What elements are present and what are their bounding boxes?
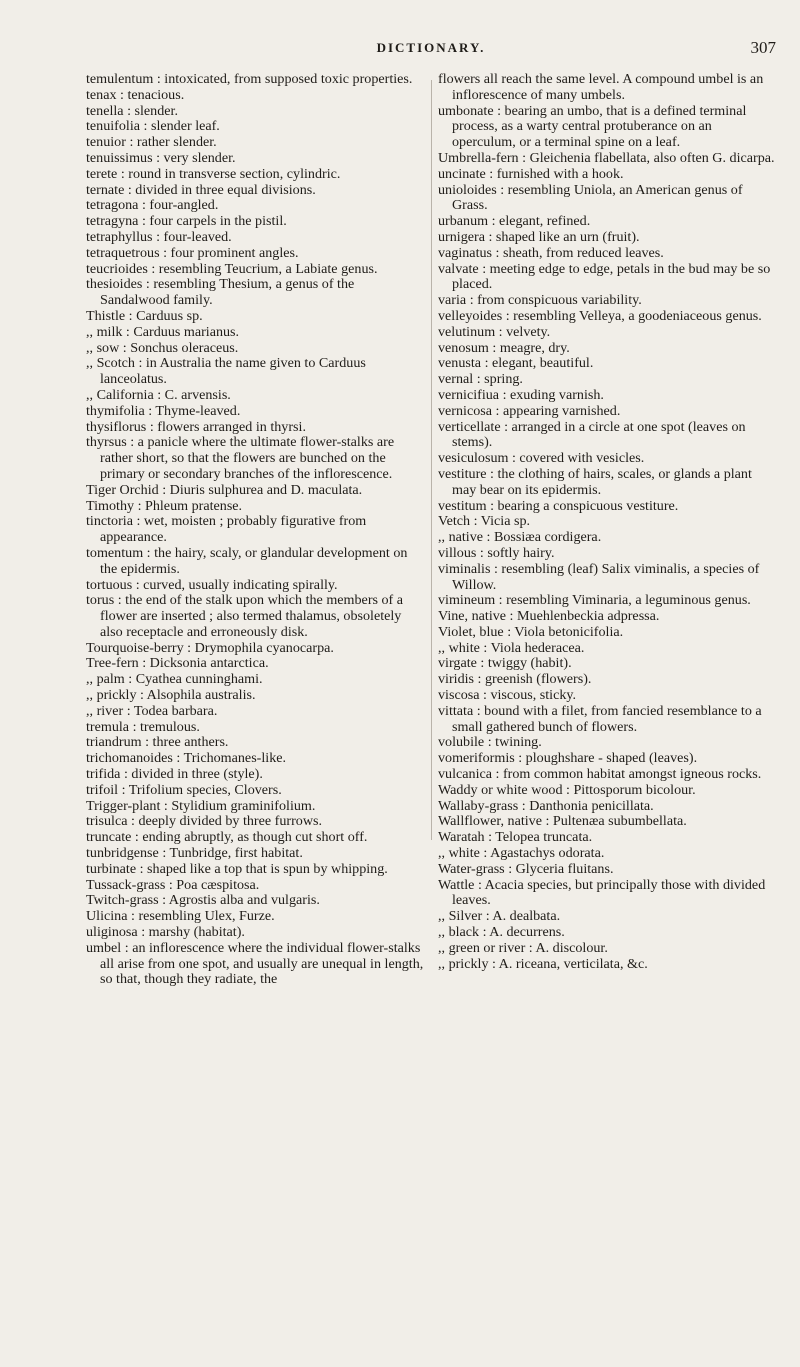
dictionary-entry: tortuous : curved, usually indicating spirally. xyxy=(86,576,338,593)
dictionary-entry: Wattle : Acacia species, but principally those with divided leaves. xyxy=(438,876,766,909)
dictionary-entry: villous : softly hairy. xyxy=(438,544,555,561)
dictionary-entry: Trigger-plant : Stylidium graminifolium. xyxy=(86,797,316,814)
dictionary-entry: tetraquetrous : four prominent angles. xyxy=(86,244,299,261)
dictionary-entry: ,, palm : Cyathea cunninghami. xyxy=(86,671,263,688)
dictionary-entry: trifoil : Trifolium species, Clovers. xyxy=(86,781,282,798)
dictionary-entry: truncate : ending abruptly, as though cut short off. xyxy=(86,829,368,846)
dictionary-entry: ,, green or river : A. discolour. xyxy=(438,939,608,956)
dictionary-entry: uliginosa : marshy (habitat). xyxy=(86,924,245,941)
left-column xyxy=(86,72,424,988)
dictionary-entry: tunbridgense : Tunbridge, first habitat. xyxy=(86,845,303,862)
dictionary-entry: viridis : greenish (flowers). xyxy=(438,671,592,688)
dictionary-entry: ,, prickly : A. riceana, verticilata, &c. xyxy=(438,955,648,972)
dictionary-entry: vernicosa : appearing varnished. xyxy=(438,402,621,419)
dictionary-entry: ,, native : Bossiæa cordigera. xyxy=(438,529,602,546)
dictionary-entry: ,, California : C. arvensis. xyxy=(86,386,231,403)
dictionary-entry: verticellate : arranged in a circle at one spot (leaves on stems). xyxy=(438,418,746,451)
dictionary-entry: varia : from conspicuous variability. xyxy=(438,292,642,309)
dictionary-entry: unioloides : resembling Uniola, an American genus of Grass. xyxy=(438,181,743,214)
dictionary-entry: Twitch-grass : Agrostis alba and vulgaris. xyxy=(86,892,320,909)
dictionary-entry: Wallaby-grass : Danthonia penicillata. xyxy=(438,797,654,814)
dictionary-entry: tenella : slender. xyxy=(86,102,178,119)
dictionary-entry: vulcanica : from common habitat amongst igneous rocks. xyxy=(438,766,762,783)
dictionary-entry: tetragona : four-angled. xyxy=(86,197,219,214)
dictionary-entry: ,, river : Todea barbara. xyxy=(86,702,218,719)
dictionary-entry: terete : round in transverse section, cylindric. xyxy=(86,165,341,182)
dictionary-entry: urbanum : elegant, refined. xyxy=(438,213,591,230)
dictionary-entry: triandrum : three anthers. xyxy=(86,734,229,751)
dictionary-entry: ,, white : Agastachys odorata. xyxy=(438,845,605,862)
dictionary-entry: Timothy : Phleum pratense. xyxy=(86,497,243,514)
dictionary-entry: trisulca : deeply divided by three furrows. xyxy=(86,813,323,830)
dictionary-entry: valvate : meeting edge to edge, petals in the bud may be so placed. xyxy=(438,260,771,293)
running-title: DICTIONARY. xyxy=(376,40,486,55)
column-divider xyxy=(431,80,432,840)
dictionary-entry: Wallflower, native : Pultenæa subumbellata. xyxy=(438,813,687,830)
dictionary-entry: uncinate : furnished with a hook. xyxy=(438,165,624,182)
dictionary-entry: Tree-fern : Dicksonia antarctica. xyxy=(86,655,269,672)
dictionary-entry: ternate : divided in three equal divisions. xyxy=(86,181,316,198)
dictionary-entry: Ulicina : resembling Ulex, Furze. xyxy=(86,908,275,925)
dictionary-entry: Violet, blue : Viola betonicifolia. xyxy=(438,623,624,640)
dictionary-entry: trifida : divided in three (style). xyxy=(86,766,263,783)
dictionary-entry: Waratah : Telopea truncata. xyxy=(438,829,593,846)
dictionary-entry: temulentum : intoxicated, from supposed toxic properties. xyxy=(86,71,413,87)
dictionary-entry: tenuior : rather slender. xyxy=(86,134,217,151)
dictionary-entry: ,, milk : Carduus marianus. xyxy=(86,323,240,340)
page-header xyxy=(86,40,776,64)
dictionary-entry: thymifolia : Thyme-leaved. xyxy=(86,402,241,419)
dictionary-entry: tinctoria : wet, moisten ; probably figurative from appearance. xyxy=(86,513,367,546)
dictionary-entry: Waddy or white wood : Pittosporum bicolour. xyxy=(438,781,696,798)
dictionary-entry: vestiture : the clothing of hairs, scales, or glands a plant may bear on its epidermis. xyxy=(438,465,752,498)
dictionary-entry: flowers all reach the same level. A compound umbel is an inflorescence of many umbels. xyxy=(438,71,764,103)
dictionary-entry: ,, Silver : A. dealbata. xyxy=(438,908,561,925)
dictionary-entry: tremula : tremulous. xyxy=(86,718,200,735)
dictionary-entry: umbel : an inflorescence where the individual flower-stalks all arise from one spot, and usually are unequal in length, so that, though they radiate, the xyxy=(86,939,424,988)
dictionary-entry: tetraphyllus : four-leaved. xyxy=(86,228,232,245)
dictionary-entry: ,, white : Viola hederacea. xyxy=(438,639,585,656)
dictionary-entry: torus : the end of the stalk upon which the members of a flower are inserted ; also termed thalamus, obsoletely also receptacle and erroneously disk. xyxy=(86,592,404,640)
dictionary-entry: thysiflorus : flowers arranged in thyrsi. xyxy=(86,418,306,435)
dictionary-entry: virgate : twiggy (habit). xyxy=(438,655,572,672)
dictionary-entry: Vetch : Vicia sp. xyxy=(438,513,531,530)
dictionary-entry: ,, black : A. decurrens. xyxy=(438,924,565,941)
dictionary-entry: trichomanoides : Trichomanes-like. xyxy=(86,750,287,767)
dictionary-entry: viminalis : resembling (leaf) Salix viminalis, a species of Willow. xyxy=(438,560,760,593)
dictionary-entry: volubile : twining. xyxy=(438,734,542,751)
dictionary-entry: tenuifolia : slender leaf. xyxy=(86,118,220,135)
dictionary-entry: vomeriformis : ploughshare - shaped (leaves). xyxy=(438,750,698,767)
dictionary-entry: Thistle : Carduus sp. xyxy=(86,307,203,324)
dictionary-entry: thyrsus : a panicle where the ultimate flower-stalks are rather short, so that the flowers are bunched on the primary or secondary branches of the inflorescence. xyxy=(86,434,395,482)
dictionary-entry: ,, Scotch : in Australia the name given to Carduus lanceolatus. xyxy=(86,355,366,388)
dictionary-entry: tenax : tenacious. xyxy=(86,86,185,103)
dictionary-entry: vimineum : resembling Viminaria, a leguminous genus. xyxy=(438,592,751,609)
dictionary-entry: vesiculosum : covered with vesicles. xyxy=(438,450,645,467)
dictionary-entry: vestitum : bearing a conspicuous vestiture. xyxy=(438,497,679,514)
dictionary-entry: Tussack-grass : Poa cæspitosa. xyxy=(86,876,260,893)
dictionary-entry: vaginatus : sheath, from reduced leaves. xyxy=(438,244,664,261)
dictionary-entry: tetragyna : four carpels in the pistil. xyxy=(86,213,287,230)
dictionary-entry: viscosa : viscous, sticky. xyxy=(438,687,577,704)
dictionary-entry: tenuissimus : very slender. xyxy=(86,149,236,166)
dictionary-entry: thesioides : resembling Thesium, a genus of the Sandalwood family. xyxy=(86,276,355,309)
dictionary-entry: tomentum : the hairy, scaly, or glandular development on the epidermis. xyxy=(86,544,408,577)
dictionary-entry: vernal : spring. xyxy=(438,371,523,388)
dictionary-entry: urnigera : shaped like an urn (fruit). xyxy=(438,228,640,245)
dictionary-entry: Umbrella-fern : Gleichenia flabellata, also often G. dicarpa. xyxy=(438,149,775,166)
dictionary-entry: Tiger Orchid : Diuris sulphurea and D. maculata. xyxy=(86,481,363,498)
dictionary-entry: velleyoides : resembling Velleya, a goodeniaceous genus. xyxy=(438,307,762,324)
dictionary-entry: venosum : meagre, dry. xyxy=(438,339,570,356)
dictionary-entry: umbonate : bearing an umbo, that is a defined terminal process, as a warty central protuberance on an operculum, or a terminal spine on a leaf. xyxy=(438,102,747,151)
right-column xyxy=(438,72,776,972)
dictionary-entry: teucrioides : resembling Teucrium, a Labiate genus. xyxy=(86,260,378,277)
dictionary-entry: Vine, native : Muehlenbeckia adpressa. xyxy=(438,608,660,625)
dictionary-entry: ,, sow : Sonchus oleraceus. xyxy=(86,339,239,356)
dictionary-entry: venusta : elegant, beautiful. xyxy=(438,355,594,372)
dictionary-entry: vittata : bound with a filet, from fancied resemblance to a small gathered bunch of flowers. xyxy=(438,702,762,735)
dictionary-entry: Water-grass : Glyceria fluitans. xyxy=(438,860,614,877)
dictionary-entry: turbinate : shaped like a top that is spun by whipping. xyxy=(86,860,388,877)
dictionary-entry: velutinum : velvety. xyxy=(438,323,551,340)
page-number: 307 xyxy=(750,38,776,57)
dictionary-entry: Tourquoise-berry : Drymophila cyanocarpa. xyxy=(86,639,334,656)
dictionary-entry: vernicifiua : exuding varnish. xyxy=(438,386,604,403)
dictionary-entry: ,, prickly : Alsophila australis. xyxy=(86,687,256,704)
